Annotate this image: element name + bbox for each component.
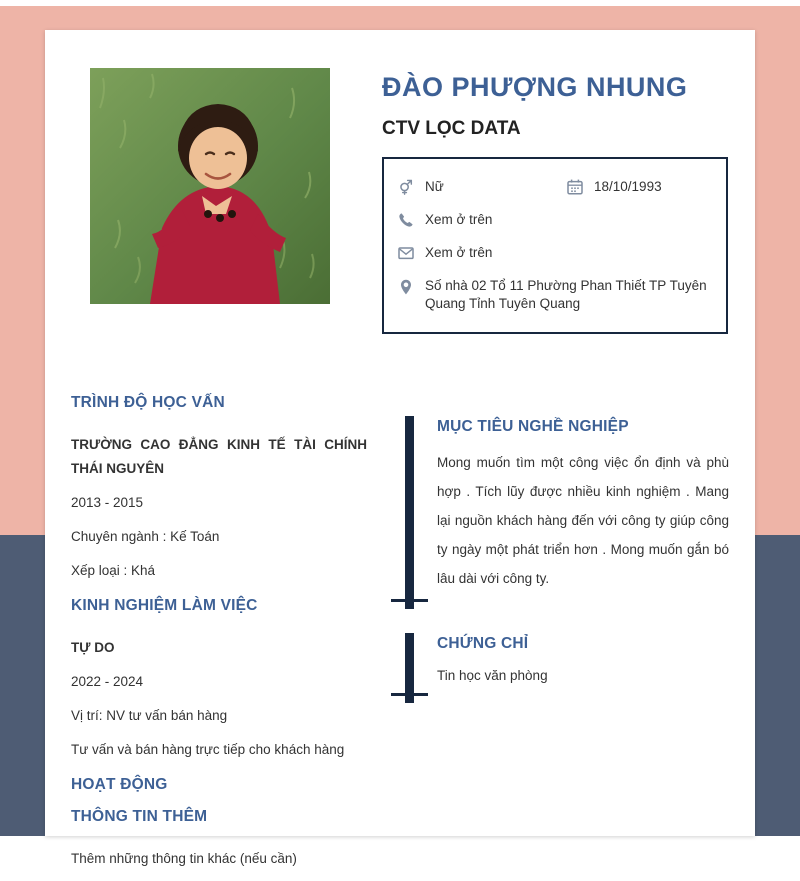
main-content bbox=[45, 394, 755, 881]
education-rank: Xếp loại : Khá bbox=[71, 563, 156, 578]
more-info-heading: THÔNG TIN THÊM bbox=[71, 808, 208, 825]
objective-heading: MỤC TIÊU NGHỀ NGHIỆP bbox=[437, 418, 629, 435]
birthdate-value: 18/10/1993 bbox=[594, 178, 662, 194]
certificates-heading: CHỨNG CHỈ bbox=[437, 635, 529, 652]
section-accent-bar bbox=[405, 416, 414, 609]
experience-position: Vị trí: NV tư vấn bán hàng bbox=[71, 708, 228, 723]
email-value: Xem ở trên bbox=[425, 244, 493, 260]
objective-section bbox=[405, 416, 729, 609]
candidate-name: ĐÀO PHƯỢNG NHUNG bbox=[382, 72, 688, 102]
calendar-icon bbox=[567, 179, 583, 195]
education-years: 2013 - 2015 bbox=[71, 495, 144, 510]
education-school: TRƯỜNG CAO ĐẲNG KINH TẾ TÀI CHÍNH THÁI NGUYÊN bbox=[71, 437, 367, 476]
address-value: Số nhà 02 Tổ 11 Phường Phan Thiết TP Tuyên Quang Tỉnh Tuyên Quang bbox=[425, 277, 707, 311]
education-major: Chuyên ngành : Kế Toán bbox=[71, 529, 220, 544]
objective-content bbox=[437, 416, 729, 609]
phone-field bbox=[398, 203, 714, 236]
header-block bbox=[382, 68, 728, 334]
email-icon bbox=[398, 245, 414, 261]
email-field bbox=[398, 236, 714, 269]
objective-text: Mong muốn tìm một công việc ổn định và phù hợp . Tích lũy được nhiều kinh nghiệm . Mang lại nguồn khách hàng đến với công ty giúp công ty ngày một phát triển hơn . Mong muốn gắn bó lâu dài với công ty. bbox=[437, 455, 729, 586]
birthdate-field bbox=[567, 170, 714, 203]
activities-heading: HOẠT ĐỘNG bbox=[71, 776, 168, 793]
cv-card bbox=[45, 30, 755, 866]
experience-employer: TỰ DO bbox=[71, 640, 115, 655]
certificates-section bbox=[405, 633, 729, 703]
experience-heading: KINH NGHIỆM LÀM VIỆC bbox=[71, 597, 258, 614]
location-pin-icon bbox=[398, 279, 414, 295]
more-info-note: Thêm những thông tin khác (nếu cần) bbox=[71, 851, 297, 866]
left-column bbox=[71, 394, 367, 881]
certificates-content bbox=[437, 633, 729, 703]
address-field bbox=[398, 269, 714, 320]
top-section bbox=[45, 30, 755, 334]
gender-icon bbox=[398, 179, 414, 195]
contact-row-gender-dob bbox=[398, 170, 714, 203]
phone-icon bbox=[398, 212, 414, 228]
profile-photo bbox=[90, 68, 330, 304]
contact-info-box bbox=[382, 157, 728, 334]
gender-field bbox=[398, 170, 567, 203]
education-heading: TRÌNH ĐỘ HỌC VẤN bbox=[71, 394, 225, 411]
certificate-item: Tin học văn phòng bbox=[437, 668, 548, 683]
experience-description: Tư vấn và bán hàng trực tiếp cho khách hàng bbox=[71, 742, 345, 757]
section-accent-bar bbox=[405, 633, 414, 703]
gender-value: Nữ bbox=[425, 178, 444, 194]
right-column bbox=[405, 394, 729, 881]
phone-value: Xem ở trên bbox=[425, 211, 493, 227]
candidate-title: CTV LỌC DATA bbox=[382, 118, 521, 139]
experience-years: 2022 - 2024 bbox=[71, 674, 144, 689]
